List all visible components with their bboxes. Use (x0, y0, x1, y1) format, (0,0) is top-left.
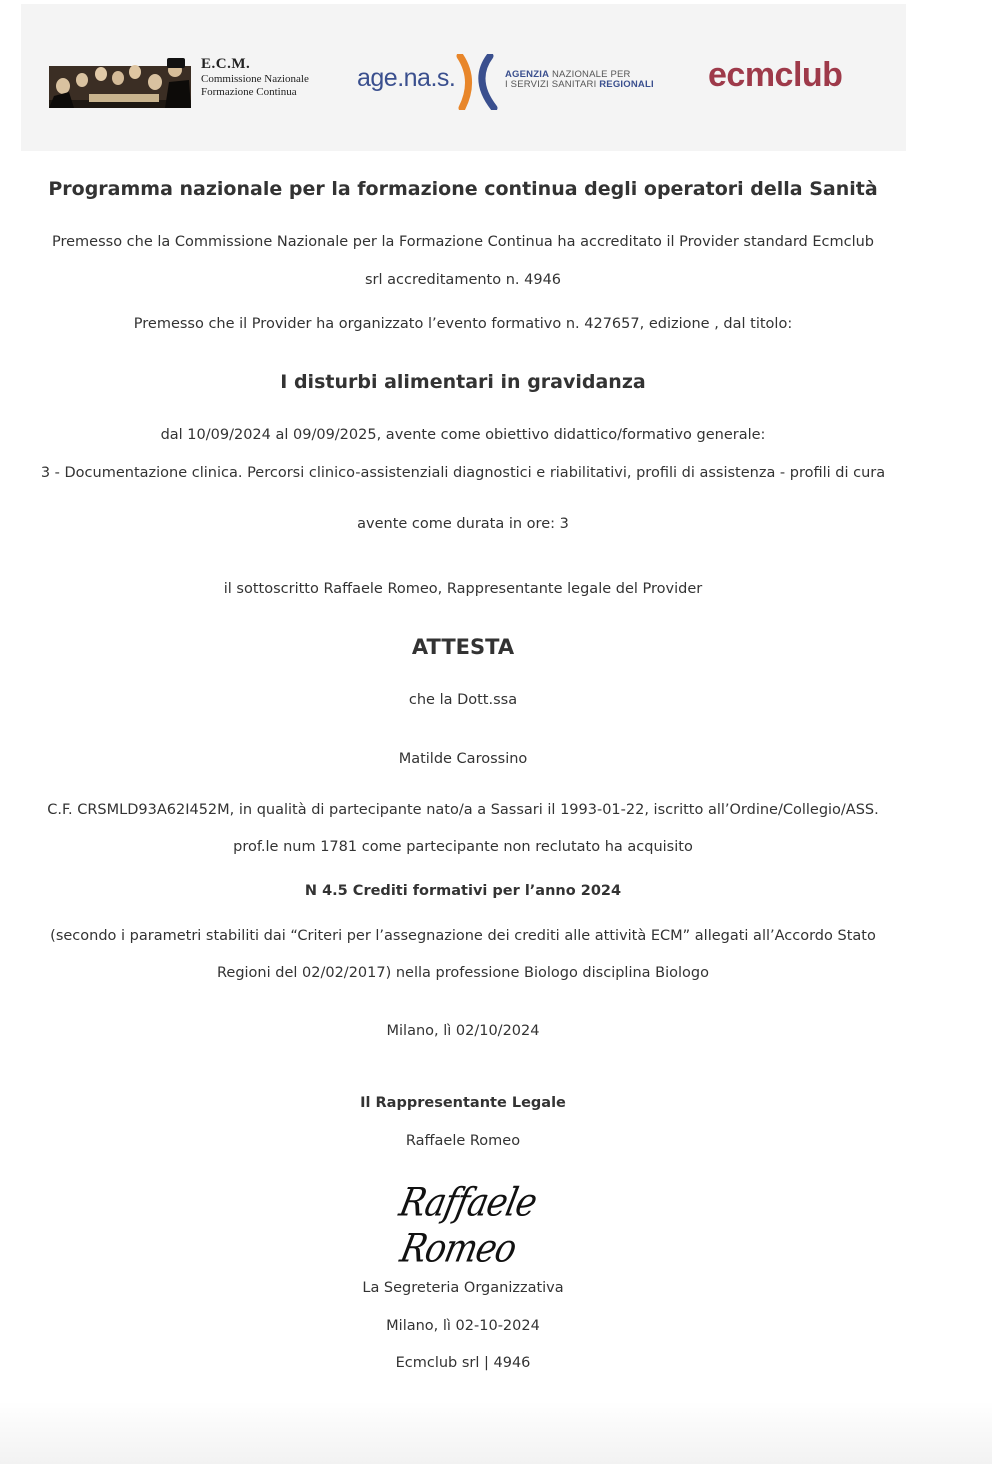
criteria-line-b: Regioni del 02/02/2017) nella professione Biologo disciplina Biologo (216, 965, 709, 981)
agenas-sub-rest1: NAZIONALE PER (552, 69, 631, 80)
page-bottom-shadow (0, 1400, 992, 1464)
program-title: Programma nazionale per la formazione continua degli operatori della Sanità (48, 178, 878, 200)
event-objective: 3 - Documentazione clinica. Percorsi clinico-assistenziali diagnostici e riabilitativi, profili di assistenza - profili di cura (40, 465, 886, 481)
ecm-title: E.C.M. (201, 56, 251, 72)
credits-line: N 4.5 Crediti formativi per l’anno 2024 (304, 883, 622, 899)
signature (340, 1180, 586, 1272)
signature-handwriting: Raffaele Romeo (395, 1180, 541, 1272)
event-title: I disturbi alimentari in gravidanza (280, 371, 646, 393)
ecm-line1: Commissione Nazionale (201, 73, 309, 85)
che-la-line: che la Dott.ssa (408, 692, 518, 708)
ecmclub-logo: ecmclub (708, 56, 843, 94)
agenas-mark-icon (454, 54, 502, 110)
secretariat-date: Milano, lì 02-10-2024 (386, 1318, 540, 1334)
agenas-wordmark: age.na.s. (357, 64, 456, 92)
premise-2: Premesso che il Provider ha organizzato l’evento formativo n. 427657, edizione , dal titolo: (133, 316, 793, 332)
agenas-logo (357, 52, 657, 112)
undersigned-line: il sottoscritto Raffaele Romeo, Rappresentante legale del Provider (223, 581, 703, 597)
criteria-line-a: (secondo i parametri stabiliti dai “Criteri per l’assegnazione dei crediti alle attività ECM” allegati all’Accordo Stato (50, 928, 876, 944)
agenas-sub-rest2: I SERVIZI SANITARI (505, 79, 597, 90)
place-date: Milano, lì 02/10/2024 (386, 1023, 540, 1039)
agenas-sub-bold2: REGIONALI (599, 79, 654, 90)
premise-1-line-b: srl accreditamento n. 4946 (364, 272, 562, 288)
header-banner (21, 4, 906, 151)
event-dates: dal 10/09/2024 al 09/09/2025, avente come obiettivo didattico/formativo generale: (160, 427, 766, 443)
legal-rep-name: Raffaele Romeo (405, 1133, 521, 1149)
ecm-logo-text (201, 56, 309, 99)
agenas-sub-bold1: AGENZIA (505, 69, 550, 80)
ecm-line2: Formazione Continua (201, 86, 297, 98)
secretariat-label: La Segreteria Organizzativa (362, 1280, 564, 1296)
premise-1-line-a: Premesso che la Commissione Nazionale per la Formazione Continua ha accreditato il Provider standard Ecmclub (51, 234, 875, 250)
company-line: Ecmclub srl | 4946 (395, 1355, 531, 1371)
participant-cf-line: C.F. CRSMLD93A62I452M, in qualità di partecipante nato/a a Sassari il 1993-01-22, iscritto all’Ordine/Collegio/ASS. (47, 802, 879, 818)
participant-name: Matilde Carossino (398, 751, 528, 767)
event-duration: avente come durata in ore: 3 (357, 516, 569, 532)
agenas-subtitle (505, 70, 654, 90)
legal-rep-label: Il Rappresentante Legale (360, 1095, 566, 1111)
participant-prof-line: prof.le num 1781 come partecipante non reclutato ha acquisito (233, 839, 693, 855)
ecm-logo (49, 52, 349, 112)
attesta-heading: ATTESTA (411, 635, 515, 659)
ecm-painting-image (49, 52, 191, 108)
